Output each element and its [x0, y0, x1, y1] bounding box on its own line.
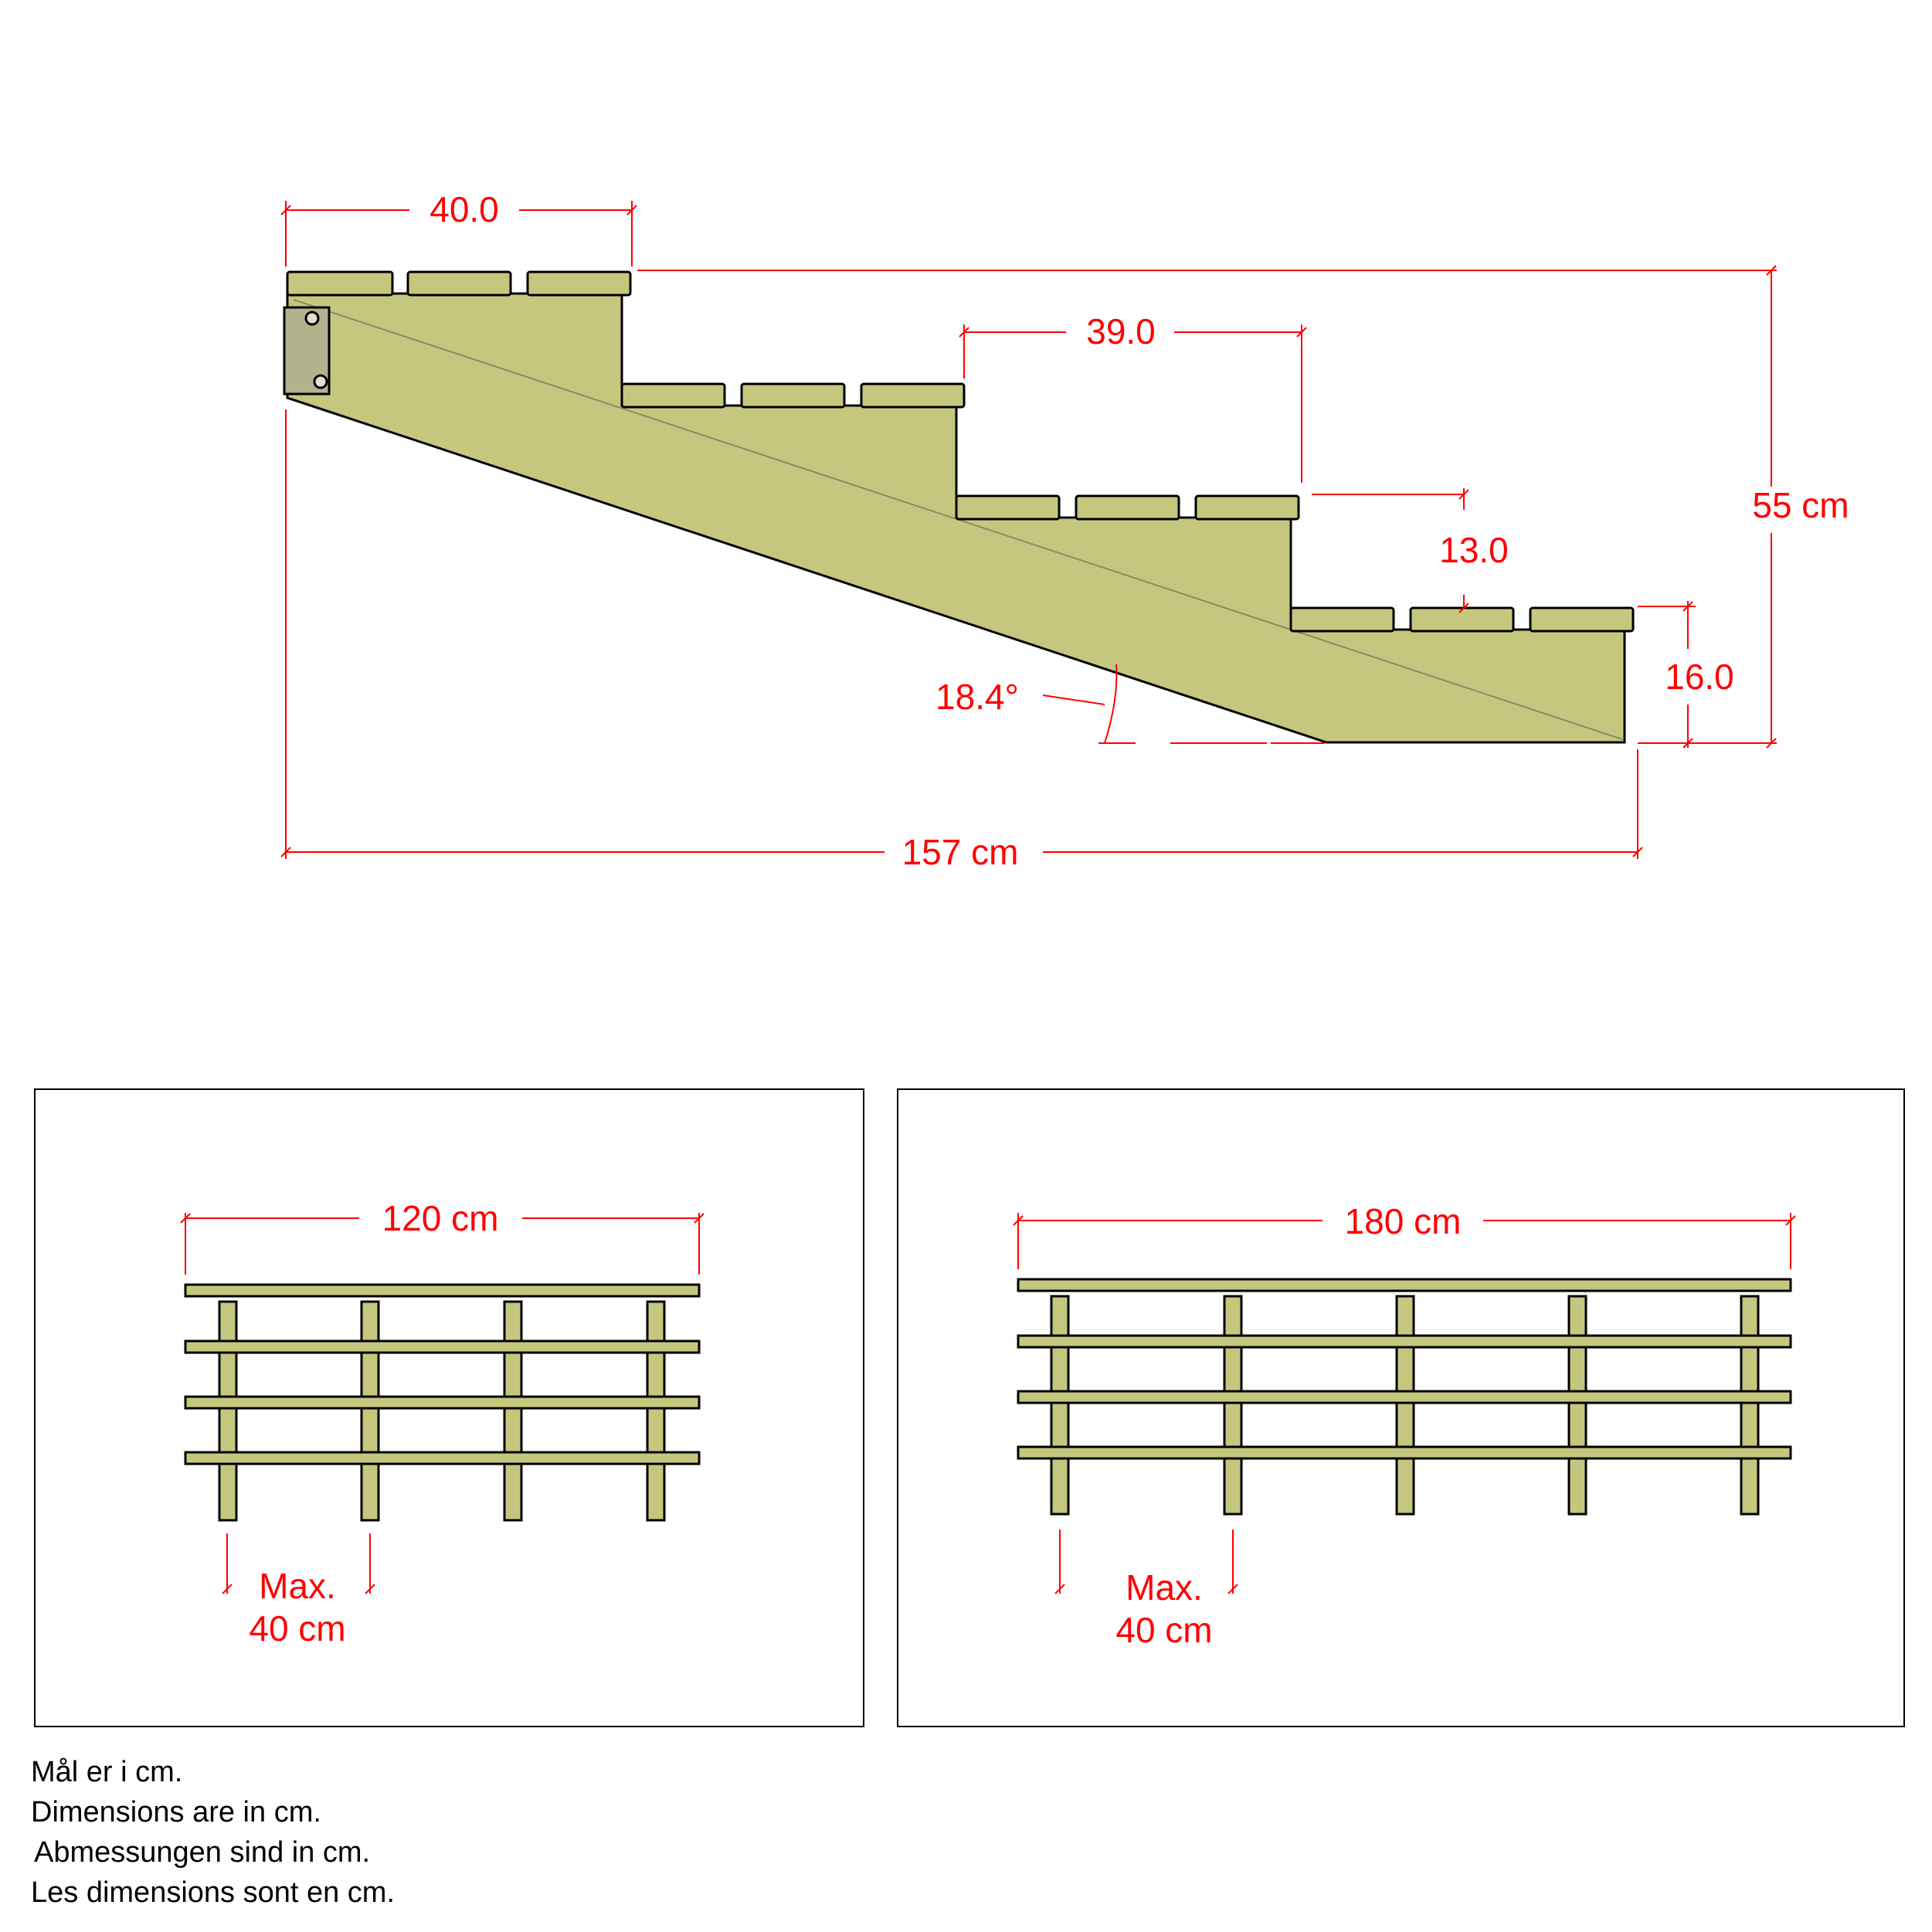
- bottom-rise-label: 16.0: [1665, 657, 1734, 697]
- front-view-120: [35, 1089, 864, 1727]
- screw-icon: [314, 375, 327, 388]
- post: [1741, 1296, 1758, 1514]
- spacing-label-line1: Max.: [1126, 1567, 1203, 1608]
- tread-depth-lower-label: 39.0: [1086, 311, 1156, 351]
- board: [1018, 1391, 1791, 1403]
- post: [1397, 1296, 1414, 1514]
- boards: [185, 1285, 699, 1464]
- board: [185, 1285, 699, 1296]
- mounting-plate: [284, 307, 329, 394]
- total-length-label: 157 cm: [901, 832, 1019, 872]
- width-label-180: 180 cm: [1344, 1201, 1462, 1241]
- tread-depth-label: 40.0: [430, 189, 499, 229]
- post: [1051, 1296, 1068, 1514]
- front-view-180: [898, 1089, 1904, 1727]
- stair-side-view: [284, 272, 1633, 742]
- tread-height-label: 13.0: [1439, 530, 1509, 570]
- board: [1018, 1279, 1791, 1291]
- board: [1018, 1447, 1791, 1458]
- board: [1018, 1336, 1791, 1347]
- board: [185, 1452, 699, 1464]
- spacing-label-line2: 40 cm: [249, 1608, 346, 1648]
- post: [1224, 1296, 1241, 1514]
- total-height-label: 55 cm: [1752, 485, 1849, 525]
- board: [185, 1397, 699, 1408]
- board: [185, 1341, 699, 1353]
- angle-label: 18.4°: [935, 677, 1019, 717]
- posts: [219, 1302, 664, 1520]
- note-french: Les dimensions sont en cm.: [31, 1876, 396, 1909]
- note-english: Dimensions are in cm.: [31, 1796, 321, 1828]
- post: [219, 1302, 236, 1520]
- post: [1569, 1296, 1586, 1514]
- post: [362, 1302, 379, 1520]
- post: [647, 1302, 664, 1520]
- tread-step-1: [287, 272, 630, 295]
- tread-step-4: [1291, 608, 1633, 631]
- spacing-label-line1: Max.: [259, 1566, 336, 1606]
- note-german: Abmessungen sind in cm.: [34, 1836, 371, 1869]
- tread-step-3: [956, 496, 1299, 519]
- post: [504, 1302, 521, 1520]
- screw-icon: [306, 312, 318, 324]
- width-label-120: 120 cm: [382, 1198, 499, 1238]
- spacing-label-line2: 40 cm: [1115, 1610, 1213, 1650]
- tread-step-2: [622, 384, 964, 407]
- posts: [1051, 1296, 1758, 1514]
- note-norwegian: Mål er i cm.: [31, 1756, 183, 1788]
